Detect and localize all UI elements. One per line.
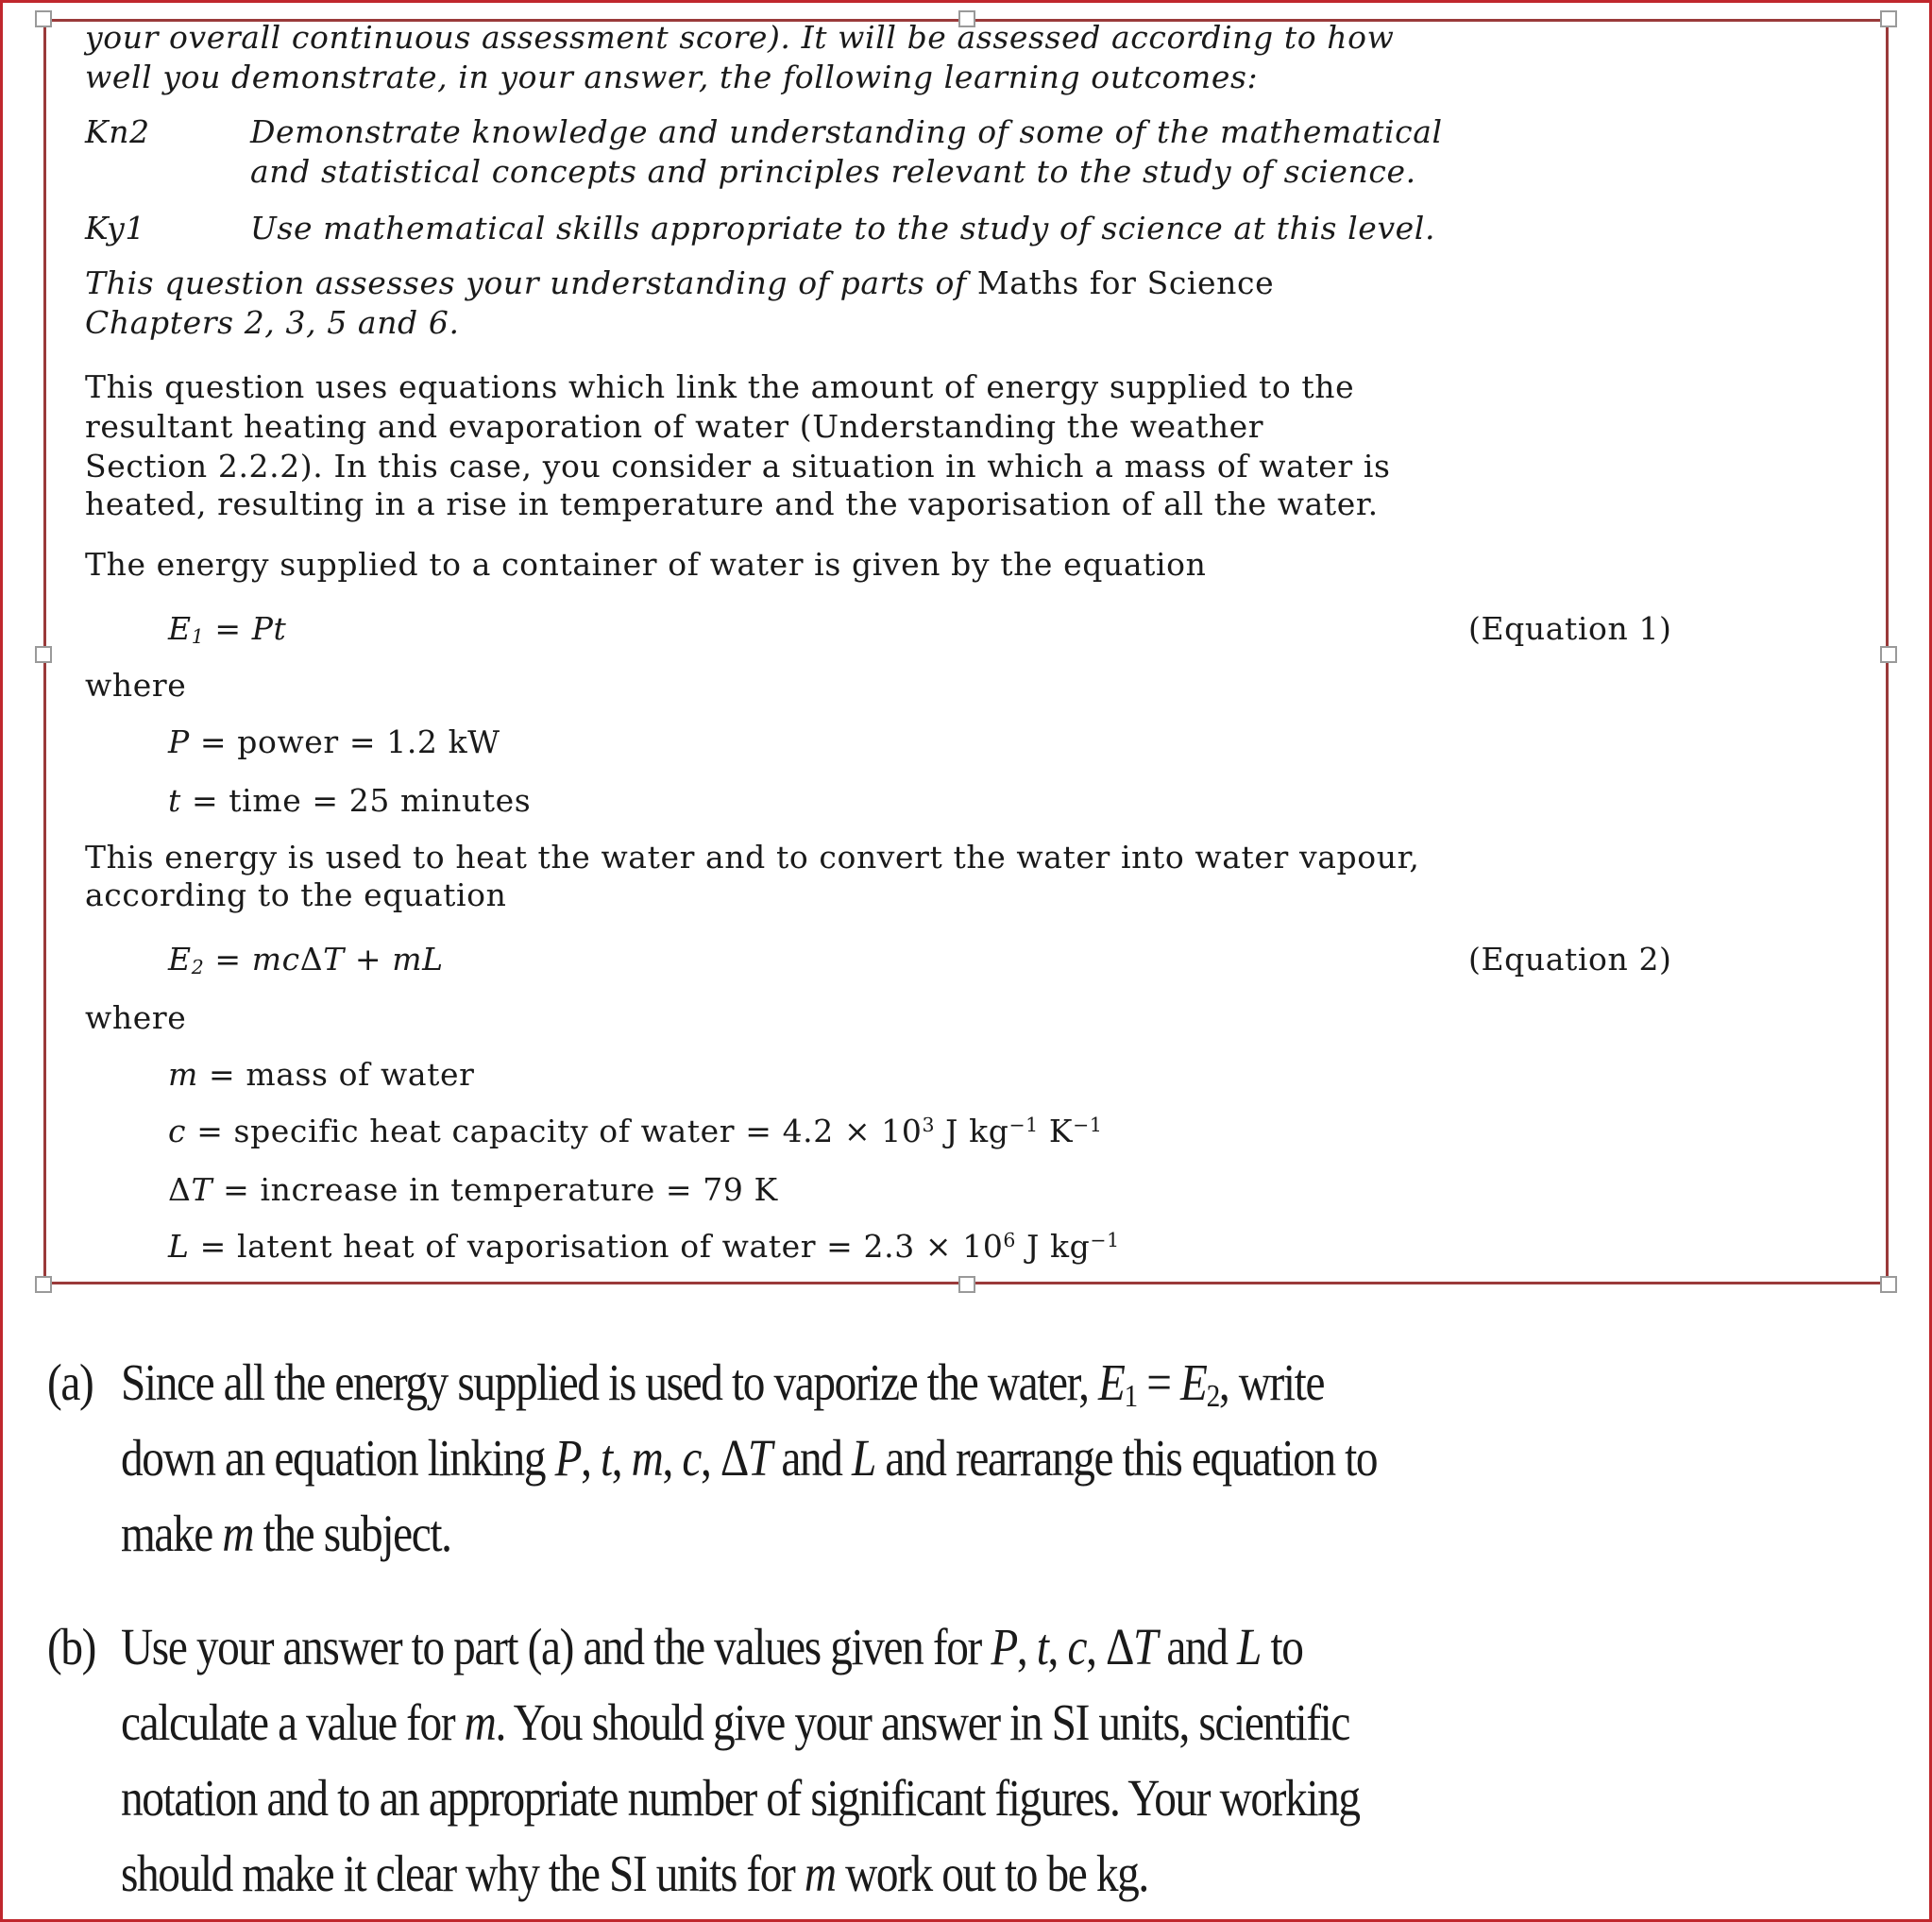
resize-handle-bottom-right[interactable] [1880,1276,1897,1293]
resize-handle-bottom-middle[interactable] [958,1276,975,1293]
intro-line-2: well you demonstrate, in your answer, the following learning outcomes: [85,59,1259,95]
delta-t-definition-text: = increase in temperature = 79 K [223,1171,778,1208]
p-definition: P = power = 1.2 kW [168,723,500,760]
equation-1-tag: (Equation 1) [1468,610,1672,647]
question-a-text-5: and rearrange this equation to [885,1429,1378,1487]
question-a-text-4: and [781,1429,842,1487]
para1-line-2: resultant heating and evaporation of water (Understanding the weather [85,408,1264,445]
question-b-text-4: calculate a value for [121,1693,455,1751]
assesses-text: This question assesses your understanding of parts of [85,264,967,301]
outcome-kn2-line-1: Demonstrate knowledge and understanding of some of the mathematical [250,113,1443,150]
equation-2-tag: (Equation 2) [1468,941,1672,978]
resize-handle-bottom-left[interactable] [35,1276,52,1293]
question-a-label: (a) [47,1353,93,1411]
l-definition-text: = latent heat of vaporisation of water = 2.3 × 10 [199,1228,1004,1265]
resize-handle-top-right[interactable] [1880,10,1897,27]
equation-2: $E_2 = mc\Delta T$ + mL [168,941,444,979]
question-b-text-5: . You should give your answer in SI units, scientific [495,1693,1350,1751]
question-b-line-3: notation and to an appropriate number of significant figures. Your working [121,1769,1360,1827]
question-b-text-1: Use your answer to part (a) and the values given for [121,1618,981,1675]
p-definition-text: = power = 1.2 kW [199,723,500,760]
t-definition: t = time = 25 minutes [168,782,532,819]
question-b-text-3: to [1270,1618,1303,1675]
energy-intro: The energy supplied to a container of water is given by the equation [85,546,1207,583]
question-b-text-6: should make it clear why the SI units for [121,1845,795,1902]
para1-line-3: Section 2.2.2). In this case, you consider a situation in which a mass of water is [85,448,1391,485]
para2-line-2: according to the equation [85,876,507,913]
question-a-line-1: Since all the energy supplied is used to vaporize the water, $E_1 = E_2$, write [121,1353,1325,1414]
selected-text-box[interactable] [43,19,1889,1284]
resize-handle-top-left[interactable] [35,10,52,27]
question-b-text-2: and [1166,1618,1228,1675]
m-definition: m = mass of water [168,1056,475,1093]
question-a-text-1: Since all the energy supplied is used to vaporize the water, [121,1353,1089,1411]
question-a-line-2: down an equation linking P, t, m, c, ΔT and L and rearrange this equation to [121,1429,1378,1487]
para2-line-1: This energy is used to heat the water and to convert the water into water vapour, [85,839,1420,876]
para1-line-1: This question uses equations which link the amount of energy supplied to the [85,368,1355,405]
para1-line-4: heated, resulting in a rise in temperature and the vaporisation of all the water. [85,485,1379,522]
resize-handle-middle-left[interactable] [35,646,52,663]
question-b-line-1: Use your answer to part (a) and the values given for P, t, c, ΔT and L to [121,1618,1303,1675]
t-definition-text: = time = 25 minutes [191,782,532,819]
outcome-ky1-line-1: Use mathematical skills appropriate to the study of science at this level. [250,210,1436,247]
outcome-kn2-line-2: and statistical concepts and principles relevant to the study of science. [250,153,1416,190]
outcome-code-ky1: Ky1 [85,210,145,247]
question-b-line-4: should make it clear why the SI units for m work out to be kg. [121,1845,1148,1902]
outcome-code-kn2: Kn2 [85,113,150,150]
where-label-1: where [85,667,187,704]
where-label-2: where [85,999,187,1036]
question-b-line-2: calculate a value for m. You should give your answer in SI units, scientific [121,1693,1350,1751]
l-definition: L = latent heat of vaporisation of water = $2.3 \times 10^6$ J $kg^{-1}$ [168,1228,1120,1265]
assesses-line-2: Chapters 2, 3, 5 and 6. [85,304,460,341]
intro-line-1: your overall continuous assessment score). It will be assessed according to how [85,19,1395,56]
question-a-text-3: down an equation linking [121,1429,546,1487]
c-definition: c = specific heat capacity of water = $4.2 \times 10^3$ J $kg^{-1}$ $K^{-1}$ [168,1113,1103,1149]
question-a-text-6: make [121,1505,212,1562]
assesses-line-1 [85,264,1274,301]
m-definition-text: = mass of water [209,1056,475,1093]
question-a-text-7: the subject. [263,1505,451,1562]
book-title: Maths for Science [976,264,1275,301]
c-definition-text: = specific heat capacity of water = 4.2 × 10 [196,1113,923,1149]
equation-1: $E_1 = Pt$ [168,610,287,649]
question-b-text-7: work out to be kg. [845,1845,1148,1902]
delta-t-definition: ΔT = increase in temperature = 79 K [168,1171,778,1208]
question-a-line-3: make m the subject. [121,1505,451,1562]
question-a-text-2: , write [1218,1353,1325,1411]
resize-handle-middle-right[interactable] [1880,646,1897,663]
question-b-label: (b) [47,1618,96,1675]
